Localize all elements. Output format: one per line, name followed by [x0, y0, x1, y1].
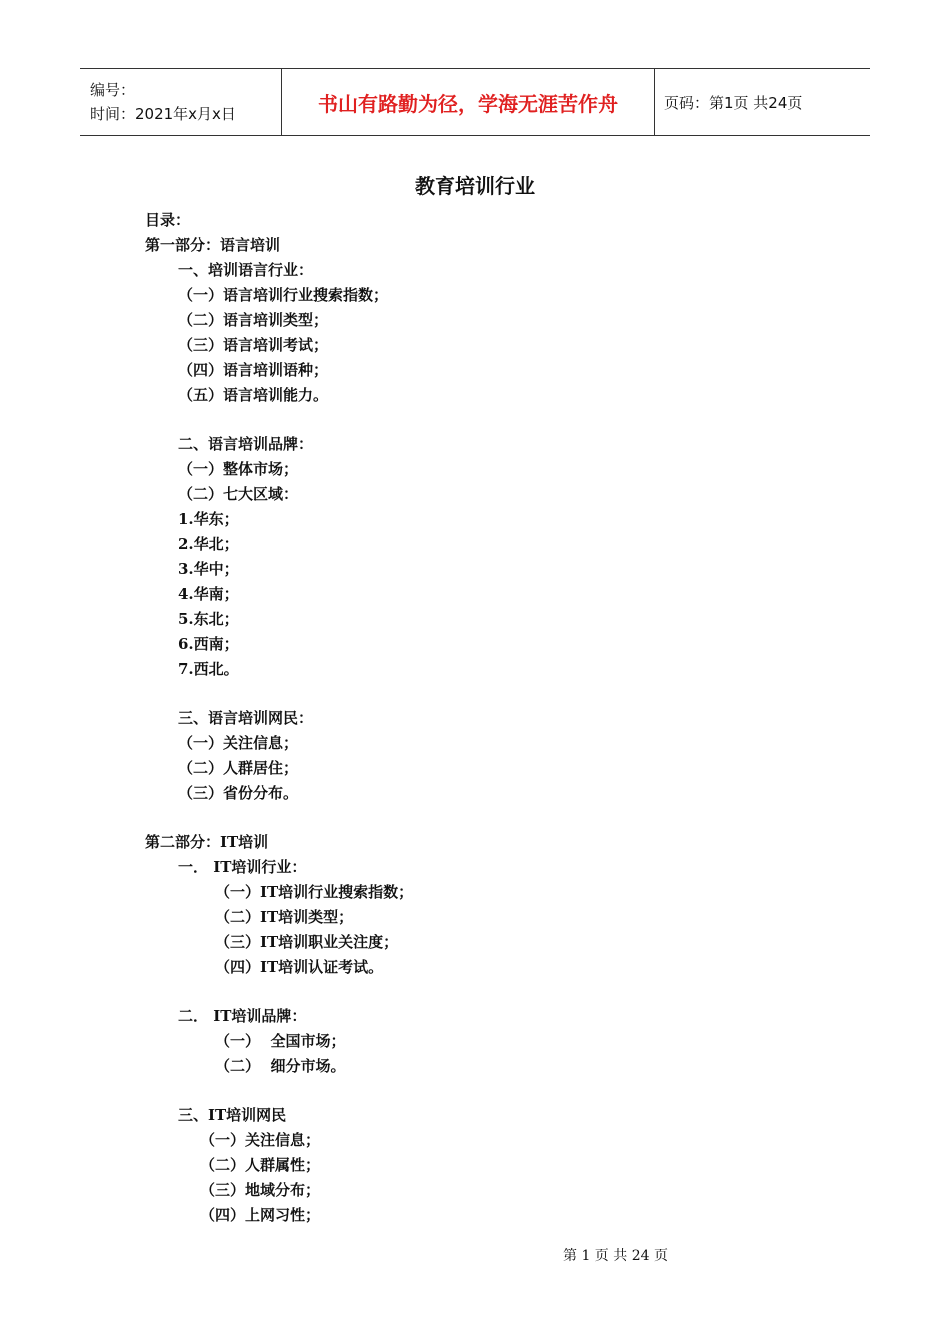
toc-item: （四）语言培训语种；: [178, 361, 329, 379]
toc-section: 三、IT培训网民: [178, 1106, 287, 1124]
toc-item: （一） 全国市场；: [215, 1032, 346, 1050]
toc-item: （二）七大区域：: [178, 485, 299, 503]
toc-section: 二、语言培训品牌：: [178, 435, 314, 453]
toc-subitem: 5.东北；: [178, 610, 239, 628]
toc-heading: 目录：: [145, 211, 191, 229]
toc-item: （五）语言培训能力。: [178, 386, 329, 404]
toc-section: 一． IT培训行业：: [178, 858, 307, 876]
toc-item: （四）IT培训认证考试。: [215, 958, 384, 976]
toc-part-1: 第一部分：语言培训: [145, 236, 281, 254]
toc-item: （二）人群居住；: [178, 759, 299, 777]
toc-subitem: 3.华中；: [178, 560, 239, 578]
page-footer: 第 1 页 共 24 页: [563, 1248, 668, 1264]
page-header: [80, 68, 870, 136]
toc-item: （二）语言培训类型；: [178, 311, 329, 329]
toc-item: （二） 细分市场。: [215, 1057, 346, 1075]
toc-item: （三）省份分布。: [178, 784, 299, 802]
header-motto: 书山有路勤为径，学海无涯苦作舟: [281, 69, 655, 135]
toc-item: （一）关注信息；: [200, 1131, 321, 1149]
toc-item: （四）上网习性；: [200, 1206, 321, 1224]
toc-item: （一）整体市场；: [178, 460, 299, 478]
toc-item: （二）IT培训类型；: [215, 908, 354, 926]
toc-subitem: 2.华北；: [178, 535, 239, 553]
document-title: 教育培训行业: [415, 174, 535, 198]
document-time-label: 时间：2021年x月x日: [90, 105, 236, 123]
toc-item: （二）人群属性；: [200, 1156, 321, 1174]
toc-section: 一、培训语言行业：: [178, 261, 314, 279]
toc-item: （一）IT培训行业搜索指数；: [215, 883, 414, 901]
toc-item: （一）关注信息；: [178, 734, 299, 752]
toc-part-2: 第二部分：IT培训: [145, 833, 269, 851]
toc-subitem: 6.西南；: [178, 635, 239, 653]
toc-subitem: 7.西北。: [178, 660, 239, 678]
header-page-info: 页码：第1页 共24页: [664, 93, 803, 112]
toc-section: 二． IT培训品牌：: [178, 1007, 307, 1025]
toc-item: （一）语言培训行业搜索指数；: [178, 286, 389, 304]
toc-subitem: 4.华南；: [178, 585, 239, 603]
toc-item: （三）IT培训职业关注度；: [215, 933, 399, 951]
document-number-label: 编号：: [90, 81, 136, 99]
header-meta: [80, 69, 281, 135]
toc-section: 三、语言培训网民：: [178, 709, 314, 727]
toc-subitem: 1.华东；: [178, 510, 239, 528]
toc-item: （三）语言培训考试；: [178, 336, 329, 354]
toc-item: （三）地域分布；: [200, 1181, 321, 1199]
